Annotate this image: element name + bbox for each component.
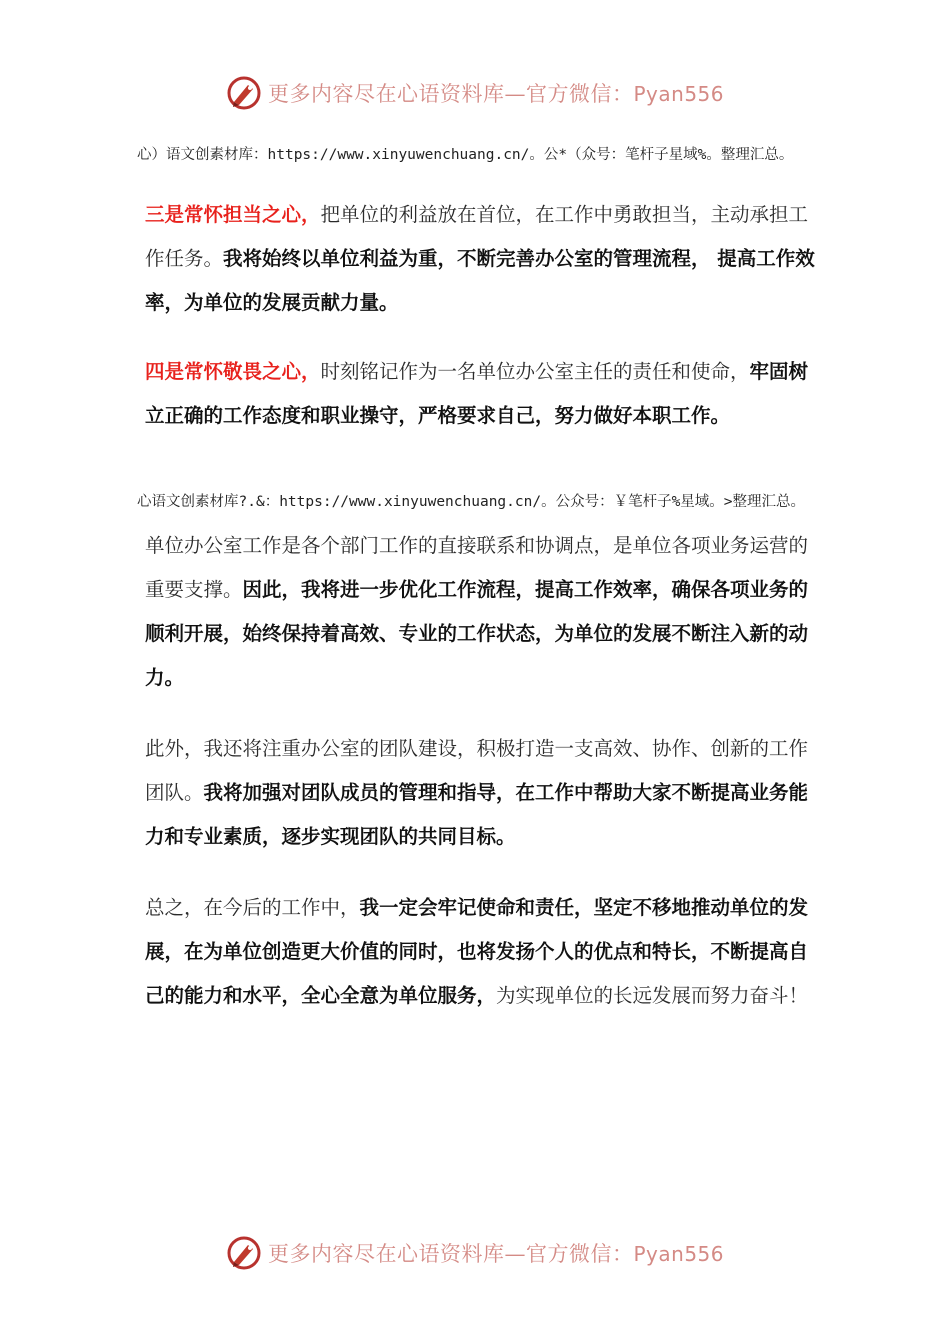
paragraph-bold-text: 我将始终以单位利益为重，不断完善办公室的管理流程， 提高工作效率，为单位的发展贡献力量。 — [145, 247, 815, 314]
paragraph-bold-text: 牢固树立正确的工作态度和职业操守，严格要求自己，努力做好本职工作。 — [145, 360, 809, 427]
paragraph-text: 单位办公室工作是各个部门工作的直接联系和协调点，是单位各项业务运营的重要支撑。 — [145, 534, 809, 601]
paragraph-text: 此外，我还将注重办公室的团队建设，积极打造一支高效、协作、创新的工作团队。 — [145, 737, 809, 804]
paragraph-bold-text: 因此，我将进一步优化工作流程，提高工作效率，确保各项业务的顺利开展，始终保持着高效、专业的工作状态，为单位的发展不断注入新的动力。 — [145, 578, 809, 689]
paragraph-text-end: 为实现单位的长远发展而努力奋斗！ — [496, 984, 809, 1007]
source-notice: 心）语文创素材库：https://www.xinyuwenchuang.cn/。公*（众号：笔杆子星域%。整理汇总。 — [137, 147, 794, 163]
wechat-id: Pyan556 — [633, 1242, 724, 1266]
banner-main-text: 更多内容尽在心语资料库—官方微信： — [267, 82, 634, 106]
paragraph-team-building — [145, 727, 825, 859]
paragraph-text: 总之，在今后的工作中， — [145, 896, 360, 919]
paragraph-heading: 四是常怀敬畏之心， — [145, 360, 321, 383]
header-banner — [0, 68, 950, 118]
paragraph-bold-text: 我一定会牢记使命和责任，坚定不移地推动单位的发展，在为单位创造更大价值的同时，也将发扬个人的优点和特长，不断提高自己的能力和水平，全心全意为单位服务， — [145, 896, 809, 1007]
paragraph-bold-text: 我将加强对团队成员的管理和指导，在工作中帮助大家不断提高业务能力和专业素质，逐步实现团队的共同目标。 — [145, 781, 809, 848]
paragraph-text: 把单位的利益放在首位，在工作中勇敢担当，主动承担工作任务。 — [145, 203, 809, 270]
banner-text — [268, 1238, 724, 1268]
wechat-id: Pyan556 — [633, 82, 724, 106]
pen-nib-logo-icon — [226, 1235, 262, 1271]
paragraph-conclusion — [145, 886, 825, 1018]
source-notice: 心语文创素材库?.&：https://www.xinyuwenchuang.cn/。公众号：￥笔杆子%星域。>整理汇总。 — [137, 494, 806, 510]
banner-main-text: 更多内容尽在心语资料库—官方微信： — [267, 1242, 634, 1266]
banner-text — [268, 78, 724, 108]
paragraph-reverence — [145, 350, 825, 438]
pen-nib-logo-icon — [226, 75, 262, 111]
paragraph-heading: 三是常怀担当之心， — [145, 203, 321, 226]
footer-banner — [0, 1228, 950, 1278]
paragraph-office-work — [145, 524, 825, 700]
paragraph-responsibility — [145, 193, 825, 325]
paragraph-text: 时刻铭记作为一名单位办公室主任的责任和使命， — [320, 360, 750, 383]
